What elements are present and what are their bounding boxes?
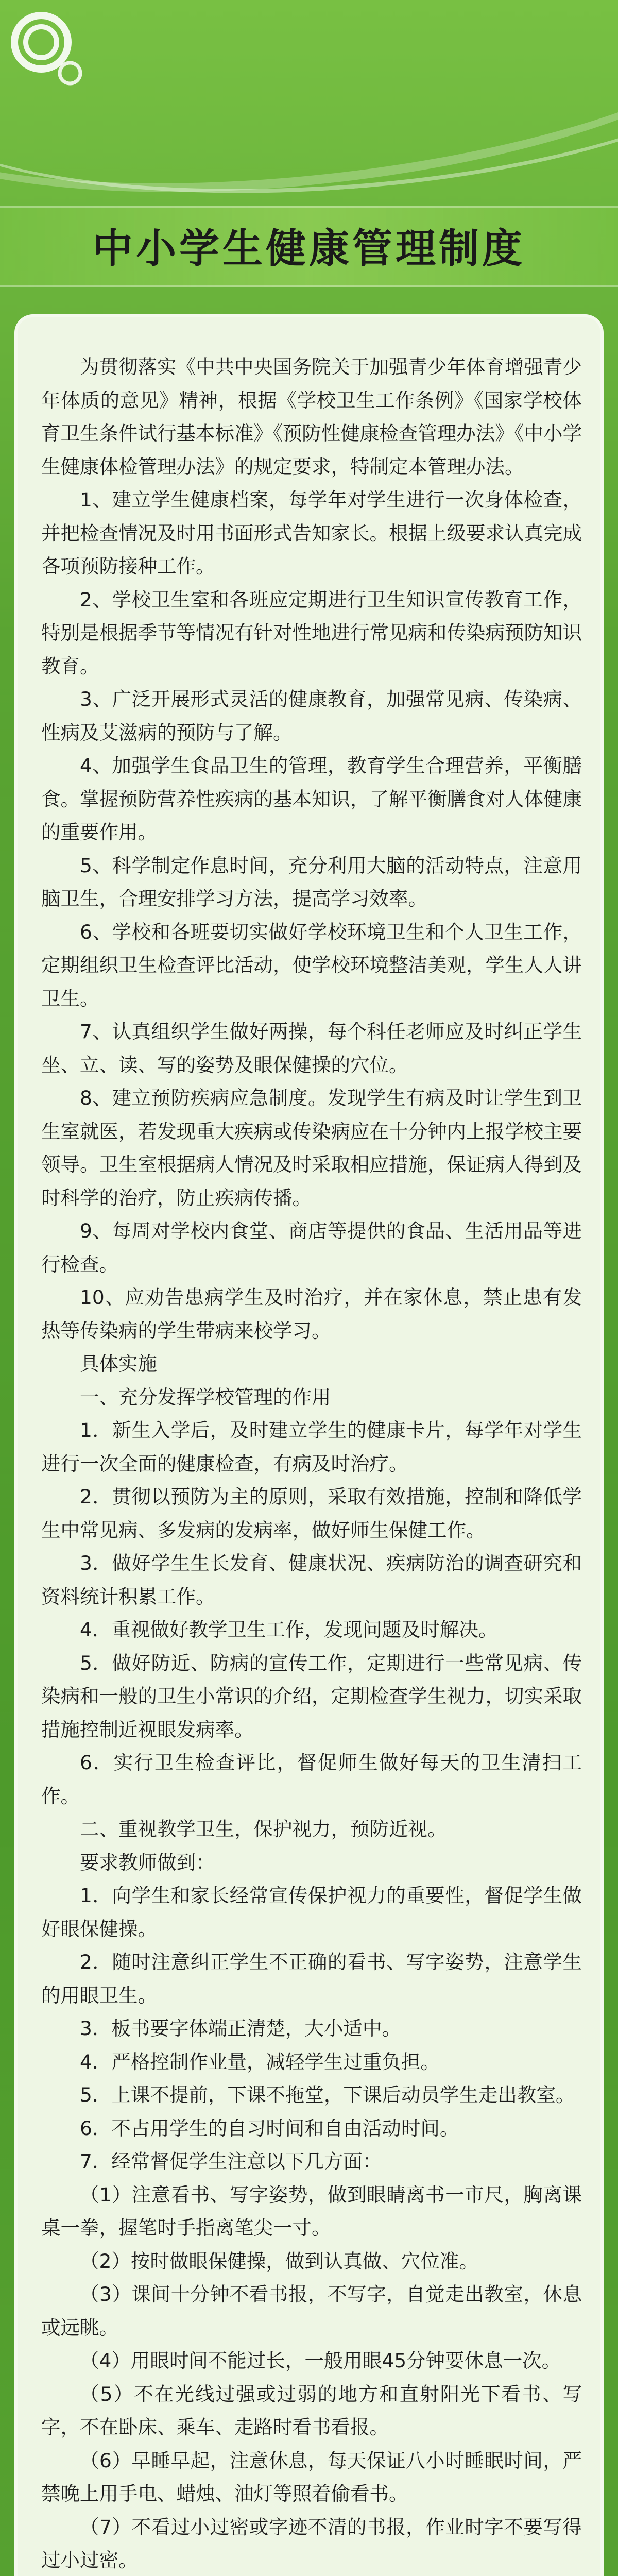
paragraph: （2）按时做眼保健操，做到认真做、穴位准。 <box>80 2249 478 2273</box>
paragraph: 为贯彻落实《中共中央国务院关于加强青少年体育增强青少年体质的意见》精神，根据《学校卫生工作条例》《国家学校体育卫生条件试行基本标准》《预防性健康检查管理办法》《中小学生健康体检管理办法》的规定要求，特制定本管理办法。 <box>41 355 582 478</box>
page-title: 中小学生健康管理制度 <box>92 226 525 272</box>
paragraph: 二、重视教学卫生，保护视力，预防近视。 <box>80 1818 447 1840</box>
paragraph: 2、学校卫生室和各班应定期进行卫生知识宣传教育工作，特别是根据季节等情况有针对性地进行常见病和传染病预防知识教育。 <box>41 588 582 677</box>
paragraph: 6、学校和各班要切实做好学校环境卫生和个人卫生工作，定期组织卫生检查评比活动，使学校环境整洁美观，学生人人讲卫生。 <box>41 920 582 1010</box>
paragraph: 1、建立学生健康档案，每学年对学生进行一次身体检查，并把检查情况及时用书面形式告知家长。根据上级要求认真完成各项预防接种工作。 <box>41 488 582 578</box>
paragraph: 具体实施 <box>80 1352 157 1375</box>
paragraph: 4、加强学生食品卫生的管理，教育学生合理营养，平衡膳食。掌握预防营养性疾病的基本知识，了解平衡膳食对人体健康的重要作用。 <box>41 754 582 843</box>
paragraph: 7、认真组织学生做好两操，每个科任老师应及时纠正学生坐、立、读、写的姿势及眼保健操的穴位。 <box>41 1020 582 1076</box>
paragraph: （3）课间十分钟不看书报，不写字，自觉走出教室，休息或远眺。 <box>41 2283 582 2339</box>
paragraph: 6．不占用学生的自习时间和自由活动时间。 <box>80 2116 459 2140</box>
paragraph: 3．做好学生生长发育、健康状况、疾病防治的调查研究和资料统计积累工作。 <box>41 1552 582 1608</box>
paragraph: 5．上课不提前，下课不拖堂，下课后动员学生走出教室。 <box>80 2083 575 2106</box>
paragraph: （5）不在光线过强或过弱的地方和直射阳光下看书、写字，不在卧床、乘车、走路时看书看报。 <box>41 2382 582 2438</box>
paragraph: （7）不看过小过密或字迹不清的书报，作业时字不要写得过小过密。 <box>41 2515 582 2571</box>
paragraph: 5．做好防近、防病的宣传工作，定期进行一些常见病、传染病和一般的卫生小常识的介绍，定期检查学生视力，切实采取措施控制近视眼发病率。 <box>41 1651 582 1741</box>
paragraph: 2．随时注意纠正学生不正确的看书、写字姿势，注意学生的用眼卫生。 <box>41 1951 582 2007</box>
paragraph: 9、每周对学校内食堂、商店等提供的食品、生活用品等进行检查。 <box>41 1219 582 1276</box>
paragraph: 7．经常督促学生注意以下几方面： <box>80 2150 382 2173</box>
paragraph: （6）早睡早起，注意休息，每天保证八小时睡眠时间，严禁晚上用手电、蜡烛、油灯等照着偷看书。 <box>41 2449 582 2505</box>
paragraph: 要求教师做到： <box>80 1851 215 1874</box>
document-body <box>41 350 582 2576</box>
paragraph: 6．实行卫生检查评比，督促师生做好每天的卫生清扫工作。 <box>41 1751 582 1807</box>
paragraph: （4）用眼时间不能过长，一般用眼45分钟要休息一次。 <box>80 2349 561 2372</box>
paragraph: 8、建立预防疾病应急制度。发现学生有病及时让学生到卫生室就医，若发现重大疾病或传染病应在十分钟内上报学校主要领导。卫生室根据病人情况及时采取相应措施，保证病人得到及时科学的治疗，防止疾病传播。 <box>41 1087 582 1209</box>
school-logo-icon <box>9 10 87 88</box>
paragraph: 5、科学制定作息时间，充分利用大脑的活动特点，注意用脑卫生，合理安排学习方法，提高学习效率。 <box>41 854 582 910</box>
paragraph: 1．向学生和家长经常宣传保护视力的重要性，督促学生做好眼保健操。 <box>41 1884 582 1940</box>
paragraph: （1）注意看书、写字姿势，做到眼睛离书一市尺，胸离课桌一拳，握笔时手指离笔尖一寸。 <box>41 2183 582 2239</box>
paragraph: 4．严格控制作业量，减轻学生过重负担。 <box>80 2050 440 2073</box>
paragraph: 3．板书要字体端正清楚，大小适中。 <box>80 2017 401 2040</box>
paragraph: 4．重视做好教学卫生工作，发现问题及时解决。 <box>80 1618 498 1641</box>
paragraph: 3、广泛开展形式灵活的健康教育，加强常见病、传染病、性病及艾滋病的预防与了解。 <box>41 688 582 744</box>
paragraph: 一、充分发挥学校管理的作用 <box>80 1385 331 1409</box>
paragraph: 2．贯彻以预防为主的原则，采取有效措施，控制和降低学生中常见病、多发病的发病率，做好师生保健工作。 <box>41 1485 582 1541</box>
paragraph: 10、应劝告患病学生及时治疗，并在家休息，禁止患有发热等传染病的学生带病来校学习。 <box>41 1286 582 1342</box>
paragraph: 1．新生入学后，及时建立学生的健康卡片，每学年对学生进行一次全面的健康检查，有病及时治疗。 <box>41 1419 582 1475</box>
